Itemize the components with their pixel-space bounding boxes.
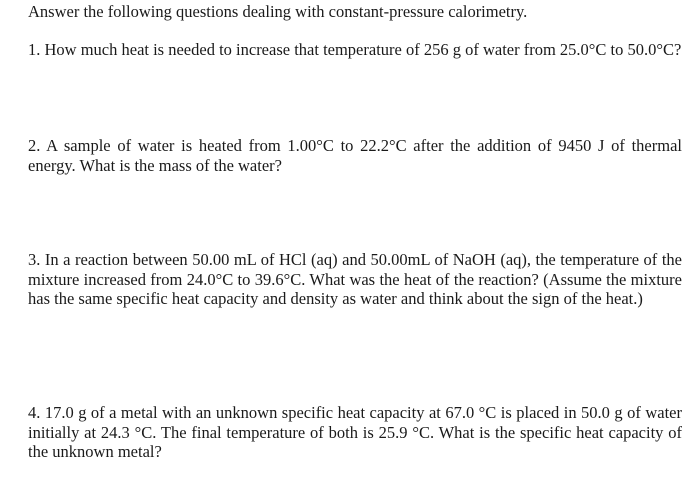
question-1: 1. How much heat is needed to increase that temperature of 256 g of water from 25.0°C to 50.0°C? bbox=[28, 40, 682, 59]
question-2: 2. A sample of water is heated from 1.00°C to 22.2°C after the addition of 9450 J of thermal energy. What is the mass of the water? bbox=[28, 136, 682, 175]
question-4: 4. 17.0 g of a metal with an unknown specific heat capacity at 67.0 °C is placed in 50.0 g of water initially at 24.3 °C. The final temperature of both is 25.9 °C. What is the specific heat capacity of the unknown metal? bbox=[28, 403, 682, 461]
question-3: 3. In a reaction between 50.00 mL of HCl (aq) and 50.00mL of NaOH (aq), the temperature of the mixture increased from 24.0°C to 39.6°C. What was the heat of the reaction? (Assume the mixture has the same specific heat capacity and density as water and think about the sign of the heat.) bbox=[28, 250, 682, 308]
document-heading: Answer the following questions dealing with constant-pressure calorimetry. bbox=[28, 2, 528, 21]
